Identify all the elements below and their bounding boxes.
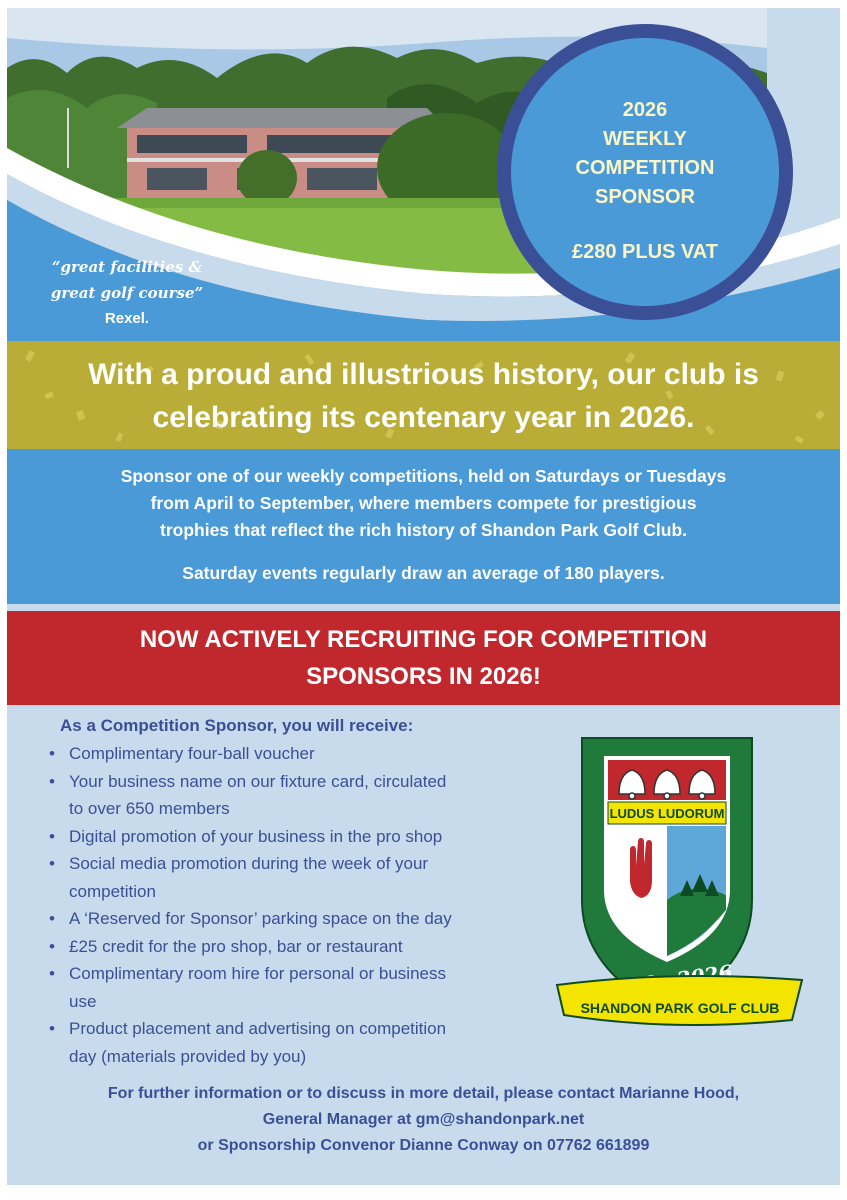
centenary-line-2: celebrating its centenary year in 2026.: [152, 401, 695, 434]
centenary-headline: [7, 353, 840, 439]
price-badge-inner: [511, 38, 779, 306]
contact-line-1: For further information or to discuss in more detail, please contact Marianne Hood,: [107, 1085, 740, 1102]
benefit-text: Complimentary four-ball voucher: [69, 744, 315, 763]
benefit-text-cont: to over 650 members: [69, 799, 230, 818]
recruiting-line-2: SPONSORS IN 2026!: [306, 663, 541, 690]
bullet-icon: •: [49, 909, 55, 928]
players-stat: Saturday events regularly draw an average of 180 players.: [182, 563, 665, 583]
contact-info: [7, 1081, 840, 1159]
benefit-item: [47, 933, 557, 961]
quote-author: Rexel.: [104, 310, 150, 327]
contact-line-3: or Sponsorship Convenor Dianne Conway on 07762 661899: [197, 1137, 650, 1154]
bullet-icon: •: [49, 826, 55, 846]
badge-price: £280 PLUS VAT: [572, 241, 718, 263]
bullet-icon: •: [49, 744, 55, 763]
centenary-banner: [7, 341, 840, 449]
benefits-list: [47, 740, 557, 1070]
testimonial-quote: [27, 254, 227, 306]
benefit-text: Complimentary room hire for personal or business: [69, 964, 446, 983]
bullet-icon: •: [49, 1019, 55, 1038]
benefit-text: £25 credit for the pro shop, bar or restaurant: [69, 936, 403, 956]
red-hand-icon: [630, 838, 652, 898]
recruiting-headline: [27, 621, 820, 695]
bullet-icon: •: [49, 936, 55, 956]
benefit-item: [47, 823, 557, 851]
crest-motto: LUDUS LUDORUM: [609, 806, 725, 821]
benefits-heading: As a Competition Sponsor, you will receive:: [60, 716, 414, 735]
bullet-icon: •: [49, 854, 55, 873]
recruiting-line-1: NOW ACTIVELY RECRUITING FOR COMPETITION: [139, 626, 708, 653]
badge-line-year: 2026: [622, 99, 668, 121]
intro-line-2: from April to September, where members compete for prestigious: [150, 493, 697, 513]
benefit-text: Your business name on our fixture card, circulated: [69, 771, 447, 791]
intro-paragraph: [37, 463, 810, 544]
badge-line-competition: COMPETITION: [575, 157, 715, 179]
benefit-text: Social media promotion during the week of your: [69, 854, 429, 873]
recruiting-banner: [7, 611, 840, 705]
badge-title: [511, 96, 779, 212]
quote-line-1: “great facilities &: [51, 258, 203, 276]
benefit-text: Digital promotion of your business in the pro shop: [69, 826, 443, 846]
bullet-icon: •: [49, 771, 55, 791]
flyer: [7, 8, 840, 1185]
quote-line-2: great golf course”: [50, 284, 204, 302]
benefit-item: [47, 740, 557, 768]
bullet-icon: •: [49, 964, 55, 983]
benefit-text-cont: day (materials provided by you): [69, 1046, 307, 1066]
benefit-item: [47, 1015, 557, 1070]
price-badge: [497, 24, 793, 320]
crest-ribbon-text: SHANDON PARK GOLF CLUB: [580, 1000, 780, 1016]
club-crest: [552, 730, 812, 1040]
bells-icon: [619, 770, 715, 799]
benefit-item: [47, 905, 557, 933]
intro-band: [7, 449, 840, 604]
intro-line-3: trophies that reflect the rich history of Shandon Park Golf Club.: [160, 520, 687, 540]
benefit-text: Product placement and advertising on competition: [69, 1019, 447, 1038]
centenary-line-1: With a proud and illustrious history, our club is: [88, 358, 759, 391]
benefit-item: [47, 768, 557, 823]
benefit-text: A ‘Reserved for Sponsor’ parking space on the day: [69, 909, 452, 928]
benefit-item: [47, 850, 557, 905]
benefit-text-cont: use: [69, 991, 97, 1011]
benefit-text-cont: competition: [69, 881, 156, 901]
badge-line-weekly: WEEKLY: [603, 128, 687, 150]
contact-line-2: General Manager at gm@shandonpark.net: [262, 1111, 585, 1128]
header: [7, 8, 840, 341]
intro-line-1: Sponsor one of our weekly competitions, held on Saturdays or Tuesdays: [120, 466, 727, 486]
badge-line-sponsor: SPONSOR: [594, 186, 696, 208]
benefit-item: [47, 960, 557, 1015]
